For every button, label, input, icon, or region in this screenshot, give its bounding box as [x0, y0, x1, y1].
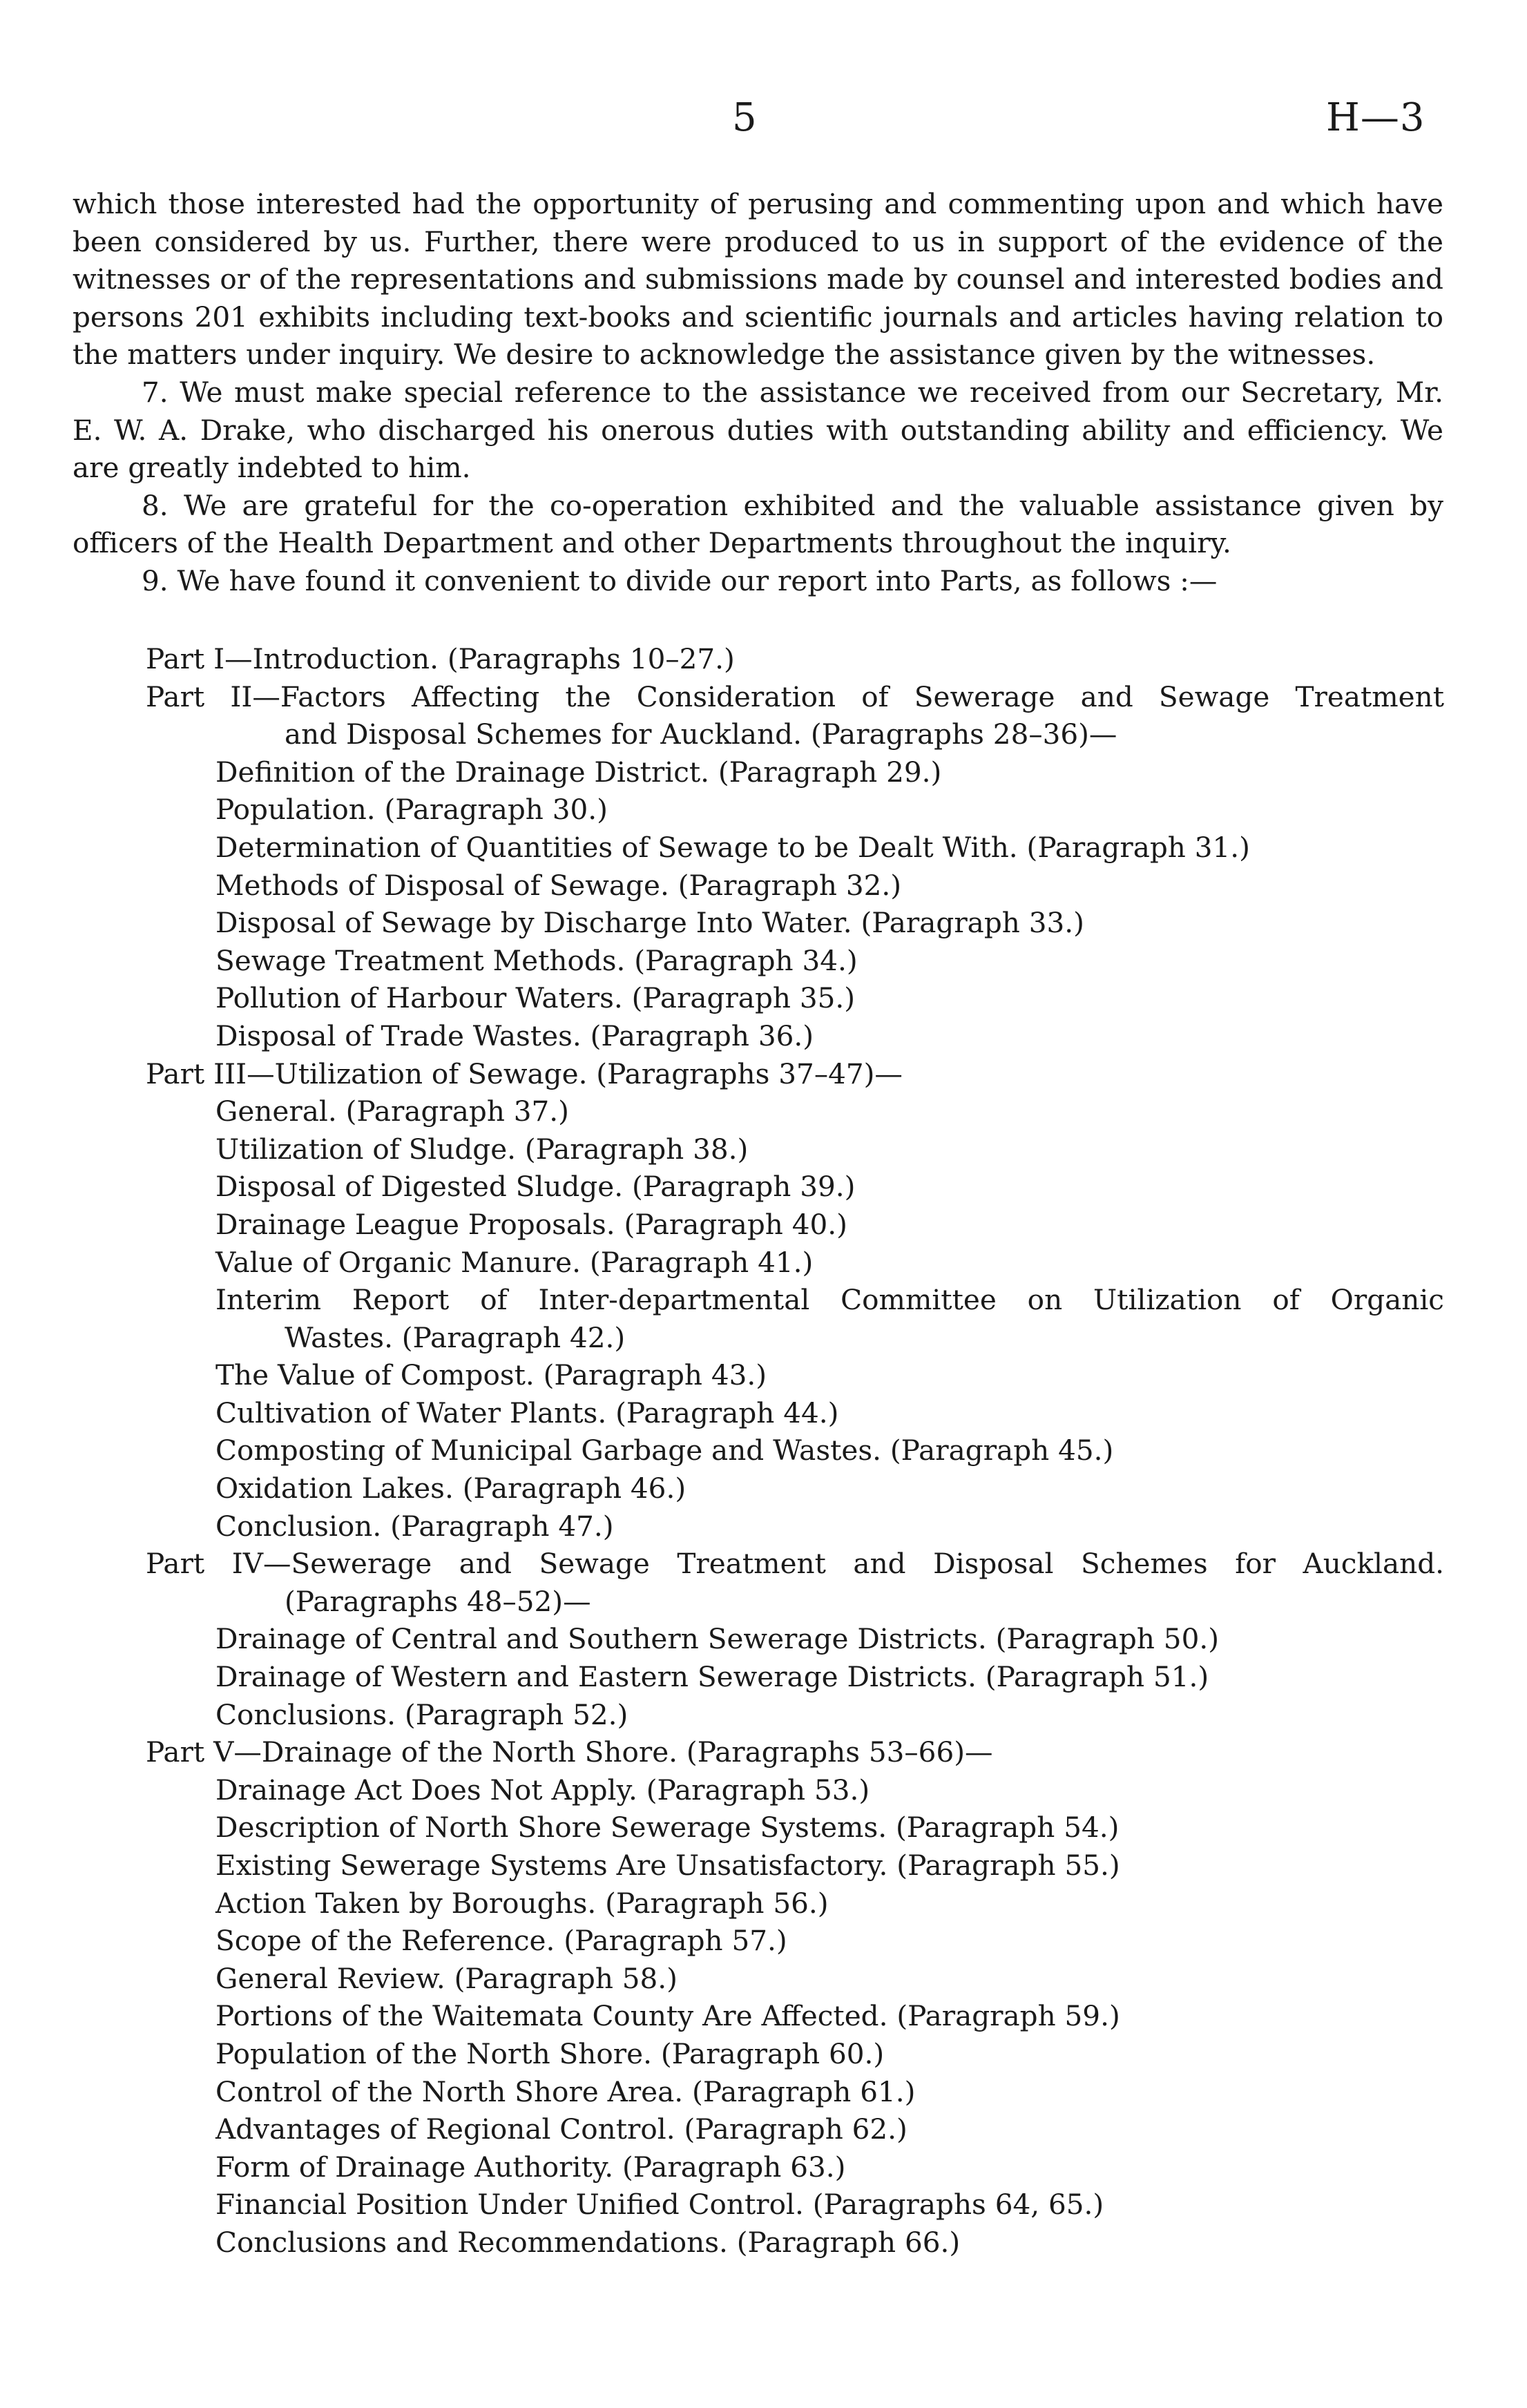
- list-item: Control of the North Shore Area. (Paragraph 61.): [215, 2074, 916, 2108]
- list-item: Action Taken by Boroughs. (Paragraph 56.): [215, 1886, 829, 1920]
- list-item: Disposal of Trade Wastes. (Paragraph 36.): [215, 1019, 814, 1052]
- list-item: Disposal of Sewage by Discharge Into Water. (Paragraph 33.): [215, 906, 1084, 940]
- interim-report-item: [0, 1281, 1444, 1319]
- document-reference: H—3: [1326, 95, 1425, 140]
- interim-report-line-1: Interim Report of Inter-departmental Committee on Utilization of Organic: [215, 1283, 1444, 1317]
- interim-report-line-2: Wastes. (Paragraph 42.): [285, 1320, 626, 1354]
- list-item: Conclusions and Recommendations. (Paragraph 66.): [215, 2225, 961, 2259]
- list-item: Cultivation of Water Plants. (Paragraph 44.): [215, 1396, 839, 1429]
- list-item: Value of Organic Manure. (Paragraph 41.): [215, 1245, 814, 1279]
- part-4-heading-line-1: Part IV—Sewerage and Sewage Treatment and Disposal Schemes for Auckland.: [146, 1547, 1444, 1581]
- report-contents: [0, 640, 1527, 2262]
- page-number: 5: [732, 95, 758, 140]
- part-2-heading-line-2: and Disposal Schemes for Auckland. (Paragraphs 28–36)—: [285, 717, 1117, 751]
- list-item: The Value of Compost. (Paragraph 43.): [215, 1358, 767, 1392]
- list-item: Existing Sewerage Systems Are Unsatisfactory. (Paragraph 55.): [215, 1849, 1120, 1882]
- list-item: Population of the North Shore. (Paragraph 60.): [215, 2036, 885, 2070]
- paragraph-8: 8. We are grateful for the co-operation exhibited and the valuable assistance given by officers of the Health Department and other Departments throughout the inquiry.: [73, 488, 1443, 560]
- list-item: Scope of the Reference. (Paragraph 57.): [215, 1924, 787, 1958]
- list-item: Financial Position Under Unified Control. (Paragraphs 64, 65.): [215, 2188, 1104, 2222]
- list-item: Portions of the Waitemata County Are Affected. (Paragraph 59.): [215, 1999, 1120, 2033]
- intro-paragraph: which those interested had the opportunity of perusing and commenting upon and which have been considered by us. Further, there were produced to us in support of the evidence of the witnesses or of the representations and submissions made by counsel and interested bodies and persons 201 exhibits including text-books and scientific journals and articles having relation to the matters under inquiry. We desire to acknowledge the assistance given by the witnesses.: [73, 187, 1443, 372]
- list-item: Oxidation Lakes. (Paragraph 46.): [215, 1472, 686, 1505]
- list-item: Form of Drainage Authority. (Paragraph 63.): [215, 2150, 846, 2184]
- list-item: Drainage of Central and Southern Sewerage Districts. (Paragraph 50.): [215, 1622, 1220, 1656]
- list-item: Sewage Treatment Methods. (Paragraph 34.): [215, 943, 858, 977]
- part-1-heading: Part I—Introduction. (Paragraphs 10–27.): [146, 642, 735, 675]
- list-item: Drainage League Proposals. (Paragraph 40.): [215, 1207, 847, 1241]
- list-item: Drainage of Western and Eastern Sewerage Districts. (Paragraph 51.): [215, 1660, 1209, 1694]
- list-item: Population. (Paragraph 30.): [215, 793, 608, 827]
- part-3-heading: Part III—Utilization of Sewage. (Paragraphs 37–47)—: [146, 1057, 903, 1090]
- part-2-heading-line-1: Part II—Factors Affecting the Consideration of Sewerage and Sewage Treatment: [146, 680, 1444, 713]
- list-item: Pollution of Harbour Waters. (Paragraph 35.): [215, 981, 856, 1015]
- list-item: General. (Paragraph 37.): [215, 1095, 569, 1128]
- list-item: Definition of the Drainage District. (Paragraph 29.): [215, 755, 942, 789]
- list-item: Drainage Act Does Not Apply. (Paragraph 53.): [215, 1773, 870, 1807]
- part-5-heading: Part V—Drainage of the North Shore. (Paragraphs 53–66)—: [146, 1735, 993, 1769]
- part-4-heading: [0, 1545, 1444, 1583]
- list-item: Composting of Municipal Garbage and Wastes. (Paragraph 45.): [215, 1434, 1114, 1467]
- list-item: Methods of Disposal of Sewage. (Paragraph 32.): [215, 868, 902, 902]
- paragraph-9: 9. We have found it convenient to divide our report into Parts, as follows :—: [142, 564, 1218, 597]
- list-item: Conclusion. (Paragraph 47.): [215, 1509, 614, 1543]
- list-item: Disposal of Digested Sludge. (Paragraph 39.): [215, 1170, 856, 1204]
- part-4-heading-line-2: (Paragraphs 48–52)—: [285, 1584, 591, 1618]
- paragraph-7: 7. We must make special reference to the assistance we received from our Secretary, Mr. E. W. A. Drake, who discharged his onerous duties with outstanding ability and efficiency. We are greatly indebted to him.: [73, 375, 1443, 485]
- list-item: Advantages of Regional Control. (Paragraph 62.): [215, 2112, 907, 2146]
- part-2-heading: [0, 678, 1444, 716]
- list-item: General Review. (Paragraph 58.): [215, 1961, 678, 1995]
- list-item: Utilization of Sludge. (Paragraph 38.): [215, 1132, 749, 1166]
- list-item: Description of North Shore Sewerage Systems. (Paragraph 54.): [215, 1811, 1120, 1844]
- body-text: [73, 185, 1443, 600]
- list-item: Conclusions. (Paragraph 52.): [215, 1697, 628, 1731]
- list-item: Determination of Quantities of Sewage to be Dealt With. (Paragraph 31.): [215, 830, 1250, 864]
